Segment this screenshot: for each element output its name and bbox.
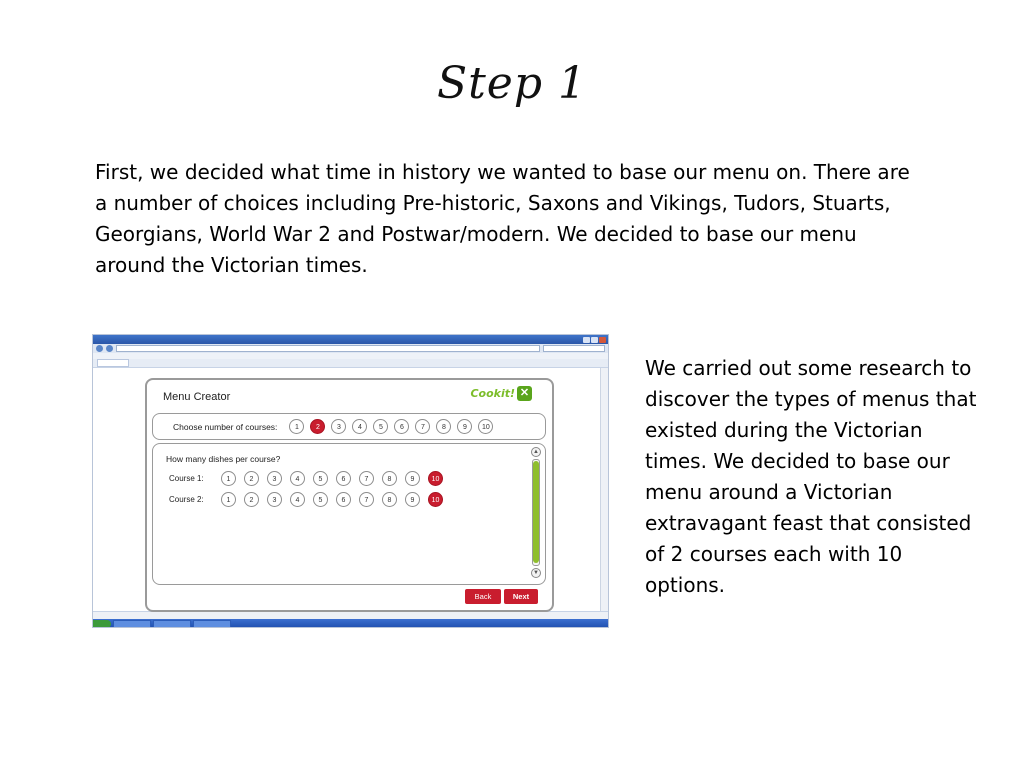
courses-option-4[interactable]: 4: [352, 419, 367, 434]
browser-scrollbar[interactable]: [600, 368, 608, 611]
menu-creator-panel: [145, 378, 554, 612]
intro-paragraph: First, we decided what time in history we wanted to base our menu on. There are a number of choices including Pre-historic, Saxons and Vikings, Tudors, Stuarts, Georgians, World War 2 and Postwar/modern. We decided to base our menu around the Victorian times.: [95, 160, 910, 277]
course-1-dishes-option-7[interactable]: 7: [359, 471, 374, 486]
course-2-dishes-option-6[interactable]: 6: [336, 492, 351, 507]
courses-option-9[interactable]: 9: [457, 419, 472, 434]
scroll-track[interactable]: [532, 459, 540, 566]
scroll-thumb[interactable]: [533, 461, 539, 563]
close-window-icon[interactable]: [599, 337, 606, 343]
courses-option-2[interactable]: 2: [310, 419, 325, 434]
dishes-selector: [152, 443, 546, 585]
window-controls: [583, 337, 608, 343]
courses-option-1[interactable]: 1: [289, 419, 304, 434]
course-2-dishes-option-3[interactable]: 3: [267, 492, 282, 507]
panel-scrollbar[interactable]: [531, 447, 541, 580]
course-2-label: Course 2:: [169, 495, 204, 504]
taskbar-item[interactable]: [153, 620, 191, 628]
courses-selector: [152, 413, 546, 440]
course-2-dishes-option-1[interactable]: 1: [221, 492, 236, 507]
browser-address-row: [93, 344, 608, 353]
courses-option-5[interactable]: 5: [373, 419, 388, 434]
logo-text: Cookit!: [470, 387, 515, 400]
courses-label: Choose number of courses:: [173, 421, 278, 432]
course-2-dishes-option-8[interactable]: 8: [382, 492, 397, 507]
courses-option-7[interactable]: 7: [415, 419, 430, 434]
back-nav-icon[interactable]: [96, 345, 103, 352]
course-1-dishes-option-2[interactable]: 2: [244, 471, 259, 486]
course-2-dishes-option-4[interactable]: 4: [290, 492, 305, 507]
taskbar-item[interactable]: [193, 620, 231, 628]
browser-status-bar: [93, 611, 608, 619]
course-2-dishes-option-7[interactable]: 7: [359, 492, 374, 507]
course-2-dish-options: [221, 492, 443, 507]
forward-nav-icon[interactable]: [106, 345, 113, 352]
courses-option-6[interactable]: 6: [394, 419, 409, 434]
start-button[interactable]: [93, 620, 111, 628]
minimize-icon[interactable]: [583, 337, 590, 343]
navigation-buttons: [465, 589, 538, 604]
scroll-down-icon[interactable]: ▼: [531, 568, 541, 578]
course-1-dish-options: [221, 471, 443, 486]
slide-title: Step 1: [436, 58, 587, 109]
taskbar: [93, 619, 608, 628]
browser-search-box[interactable]: [543, 345, 605, 352]
research-paragraph: We carried out some research to discover the types of menus that existed during the Victorian times. We decided to base our menu around a Victorian extravagant feast that consisted of 2 courses each with 10 options.: [645, 356, 977, 597]
course-2-dishes-option-9[interactable]: 9: [405, 492, 420, 507]
course-1-dishes-option-5[interactable]: 5: [313, 471, 328, 486]
maximize-icon[interactable]: [591, 337, 598, 343]
course-1-label: Course 1:: [169, 474, 204, 483]
cookit-logo: [470, 386, 532, 401]
course-2-dishes-option-2[interactable]: 2: [244, 492, 259, 507]
course-1-row: [169, 471, 443, 486]
course-1-dishes-option-6[interactable]: 6: [336, 471, 351, 486]
courses-option-3[interactable]: 3: [331, 419, 346, 434]
course-1-dishes-option-8[interactable]: 8: [382, 471, 397, 486]
browser-content: [93, 368, 608, 611]
course-2-row: [169, 492, 443, 507]
course-number-options: [289, 419, 493, 434]
course-2-dishes-option-5[interactable]: 5: [313, 492, 328, 507]
back-button[interactable]: Back: [465, 589, 501, 604]
course-1-dishes-option-9[interactable]: 9: [405, 471, 420, 486]
taskbar-item[interactable]: [113, 620, 151, 628]
course-1-dishes-option-1[interactable]: 1: [221, 471, 236, 486]
course-2-dishes-option-10[interactable]: 10: [428, 492, 443, 507]
course-1-dishes-option-3[interactable]: 3: [267, 471, 282, 486]
browser-screenshot: [92, 334, 609, 628]
app-title: Menu Creator: [163, 391, 231, 403]
browser-titlebar: [93, 335, 608, 344]
close-icon[interactable]: ✕: [517, 386, 532, 401]
courses-option-8[interactable]: 8: [436, 419, 451, 434]
scroll-up-icon[interactable]: ▲: [531, 447, 541, 457]
courses-option-10[interactable]: 10: [478, 419, 493, 434]
browser-tab[interactable]: [97, 359, 129, 367]
course-1-dishes-option-4[interactable]: 4: [290, 471, 305, 486]
browser-tab-bar: [93, 359, 608, 368]
address-bar[interactable]: [116, 345, 540, 352]
course-1-dishes-option-10[interactable]: 10: [428, 471, 443, 486]
dishes-question: How many dishes per course?: [166, 454, 281, 464]
next-button[interactable]: Next: [504, 589, 538, 604]
